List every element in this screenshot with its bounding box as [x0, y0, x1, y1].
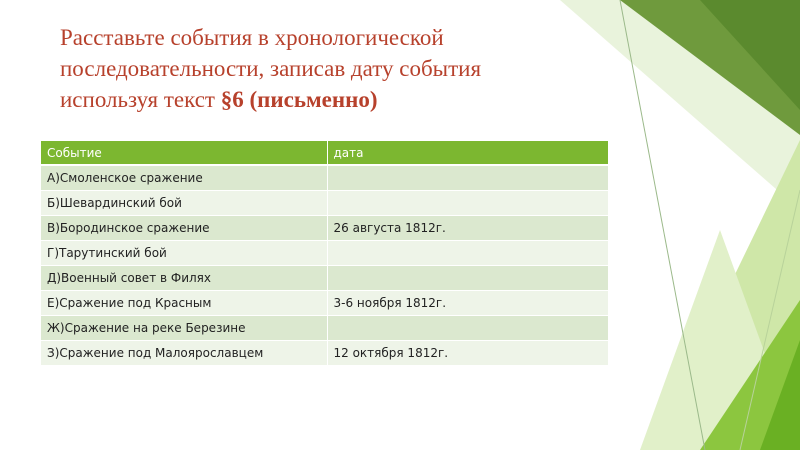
title-bold-text: §6 (письменно) [220, 87, 378, 112]
date-cell [327, 241, 608, 266]
date-cell [327, 165, 608, 191]
events-table [41, 141, 609, 366]
table-row [41, 191, 608, 216]
table-row [41, 316, 608, 341]
slide-title [60, 22, 580, 115]
title-text: Расставьте события в хронологической последовательности, записав дату события используя текст [60, 25, 482, 112]
table-row [41, 341, 608, 366]
event-cell: Е)Сражение под Красным [41, 291, 327, 316]
table-row [41, 241, 608, 266]
date-cell: 26 августа 1812г. [327, 216, 608, 241]
table-row [41, 165, 608, 191]
date-cell: 12 октября 1812г. [327, 341, 608, 366]
event-cell: А)Смоленское сражение [41, 165, 327, 191]
header-event: Событие [41, 141, 327, 165]
date-cell [327, 191, 608, 216]
event-cell: З)Сражение под Малоярославцем [41, 341, 327, 366]
event-cell: Г)Тарутинский бой [41, 241, 327, 266]
table-row [41, 266, 608, 291]
table-row [41, 216, 608, 241]
event-cell: Д)Военный совет в Филях [41, 266, 327, 291]
event-cell: Б)Шевардинский бой [41, 191, 327, 216]
date-cell [327, 266, 608, 291]
event-cell: В)Бородинское сражение [41, 216, 327, 241]
date-cell [327, 316, 608, 341]
date-cell: 3-6 ноября 1812г. [327, 291, 608, 316]
table-row [41, 291, 608, 316]
table-header-row [41, 141, 608, 165]
event-cell: Ж)Сражение на реке Березине [41, 316, 327, 341]
header-date: дата [327, 141, 608, 165]
